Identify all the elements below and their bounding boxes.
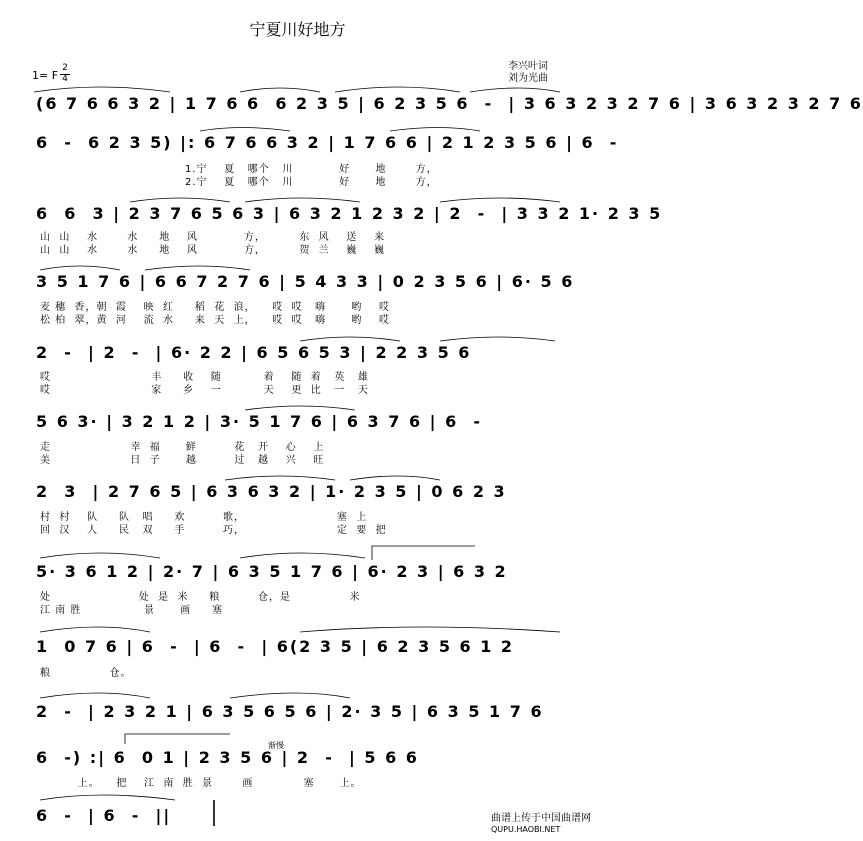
volta-2 <box>125 734 230 744</box>
lyric-row-3-verse-2: 山 山 水 水 地 风 方， 贺 兰 巍 巍 <box>40 245 386 256</box>
music-row-7: 2 3 | 2 7 6 5 | 6 3 6 3 2 | 1· 2 3 5 | 0 6 2 3 <box>36 482 507 501</box>
slur <box>240 88 320 92</box>
time-signature-top: 2 <box>62 63 68 73</box>
slur <box>34 87 170 92</box>
music-row-1: (6 7 6 6 3 2 | 1 7 6 6 6 2 3 5 | 6 2 3 5 6 - | 3 6 3 2 3 2 7 6 | 3 6 3 2 3 2 7 6 <box>36 94 863 113</box>
music-row-12: 6 - | 6 - || <box>36 806 172 825</box>
music-row-8: 5· 3 6 1 2 | 2· 7 | 6 3 5 1 7 6 | 6· 2 3 | 6 3 2 <box>36 562 508 581</box>
lyricist-credit: 李兴叶词 <box>508 61 548 72</box>
watermark <box>491 809 591 835</box>
lyric-row-7-verse-2: 回 汉 人 民 双 手 巧， 定 要 把 <box>40 525 387 536</box>
lyric-row-3-verse-1: 山 山 水 水 地 风 方， 东 风 送 来 <box>40 232 386 243</box>
tempo-marking: 渐慢 <box>268 741 284 750</box>
slur <box>470 88 560 92</box>
slur <box>40 795 175 800</box>
slur <box>40 266 120 270</box>
music-row-3: 6 6 3 | 2 3 7 6 5 6 3 | 6 3 2 1 2 3 2 | 2 - | 3 3 2 1· 2 3 5 <box>36 204 663 223</box>
music-row-2: 6 - 6 2 3 5) |: 6 7 6 6 3 2 | 1 7 6 6 | 2 1 2 3 5 6 | 6 - <box>36 133 626 152</box>
music-row-9: 1 0 7 6 | 6 - | 6 - | 6(2 3 5 | 6 2 3 5 6 1 2 <box>36 637 515 656</box>
composer-credit: 刘为光曲 <box>508 73 548 84</box>
watermark-url: QUPU.HAOBI.NET <box>491 825 561 834</box>
music-row-6: 5 6 3· | 3 2 1 2 | 3· 5 1 7 6 | 6 3 7 6 | 6 - <box>36 412 490 431</box>
lyric-row-7-verse-1: 村 村 队 队 唱 欢 歌， 塞 上 <box>40 512 368 523</box>
slur <box>390 128 480 132</box>
music-row-11: 6 -) :| 6 0 1 | 2 3 5 6 | 2 - | 5 6 6 <box>36 748 419 767</box>
page-title: 宁夏川好地方 <box>249 20 346 39</box>
slur <box>225 476 335 480</box>
lyric-row-2-verse-1: 1.宁 夏 哪个 川 好 地 方， <box>185 164 438 175</box>
slur <box>440 198 560 202</box>
music-row-5: 2 - | 2 - | 6· 2 2 | 6 5 6 5 3 | 2 2 3 5 6 <box>36 343 472 362</box>
lyric-row-5-verse-2: 哎 家 乡 一 天 更 比 一 天 <box>40 385 369 396</box>
lyric-row-4-verse-1: 麦 穗 香，朝 霞 映 红 稻 花 浪， 哎 哎 嗨 哟 哎 <box>40 302 390 313</box>
time-signature-bottom: 4 <box>60 74 70 84</box>
music-row-10: 2 - | 2 3 2 1 | 6 3 5 6 5 6 | 2· 3 5 | 6 3 5 1 7 6 <box>36 702 544 721</box>
slur <box>245 406 355 410</box>
lyric-row-9-verse-1: 粮 仓。 <box>40 668 132 679</box>
slur <box>440 337 555 341</box>
lyric-row-2-verse-2: 2.宁 夏 哪个 川 好 地 方， <box>185 177 438 188</box>
lyric-row-8-verse-1: 处 处 是 米 粮 仓，是 米 <box>40 592 361 603</box>
slur <box>350 476 440 480</box>
lyric-row-8-verse-2: 江 南 胜 景 画 塞 <box>40 605 224 616</box>
slur <box>40 627 150 632</box>
slur <box>230 693 350 698</box>
watermark-text: 曲谱上传于中国曲谱网 <box>491 813 591 824</box>
slur <box>130 198 230 202</box>
slur <box>40 553 160 558</box>
slur <box>40 693 150 698</box>
slur <box>300 337 400 341</box>
lyric-row-6-verse-2: 美 日 子 越 过 越 兴 旺 <box>40 455 325 466</box>
slur <box>240 553 365 558</box>
slur <box>300 627 560 632</box>
lyric-row-11: 上。 把 江 南 胜 景 画 塞 上。 <box>40 778 362 789</box>
volta-1 <box>372 546 475 560</box>
slur <box>335 87 460 92</box>
slur <box>245 198 360 202</box>
key-signature: 1= F <box>32 69 59 82</box>
slur <box>145 266 250 270</box>
lyric-row-4-verse-2: 松 柏 翠，黄 河 流 水 来 天 上， 哎 哎 嗨 哟 哎 <box>40 315 390 326</box>
lyric-row-5-verse-1: 哎 丰 收 随 着 随 着 英 雄 <box>40 372 369 383</box>
music-row-4: 3 5 1 7 6 | 6 6 7 2 7 6 | 5 4 3 3 | 0 2 3 5 6 | 6· 5 6 <box>36 272 575 291</box>
slur <box>200 128 290 132</box>
lyric-row-6-verse-1: 走 幸 福 鲜 花 开 心 上 <box>40 442 325 453</box>
